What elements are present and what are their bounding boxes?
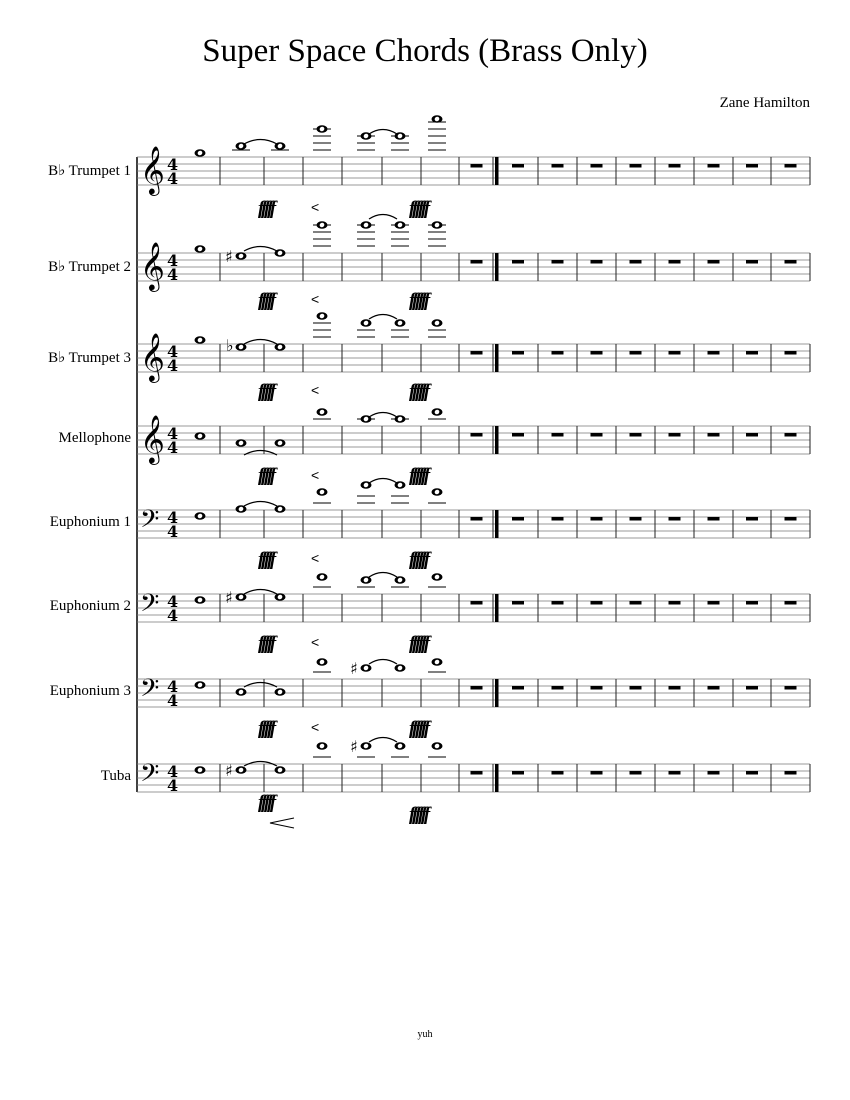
sharp-icon: ♯ (225, 761, 233, 780)
crescendo-hairpin: < (311, 719, 320, 735)
dynamic-marking: ffffff (409, 381, 428, 402)
svg-text:4: 4 (167, 438, 179, 457)
tie (369, 215, 397, 220)
whole-rest-icon (512, 517, 524, 521)
crescendo-hairpin: < (311, 199, 320, 215)
whole-rest-icon (708, 164, 720, 168)
whole-rest-icon (591, 164, 603, 168)
whole-rest-icon (785, 433, 797, 437)
whole-rest-icon (591, 351, 603, 355)
whole-note (391, 221, 409, 246)
whole-rest-icon (785, 601, 797, 605)
whole-rest-icon (669, 164, 681, 168)
whole-note (195, 245, 206, 253)
whole-note (313, 658, 331, 672)
whole-rest-icon (746, 164, 758, 168)
whole-rest-icon (785, 517, 797, 521)
whole-note (357, 576, 375, 587)
whole-rest-icon (669, 771, 681, 775)
dynamic-marking: fffff (258, 290, 274, 311)
treble-clef-icon: 𝄞 (140, 332, 165, 381)
whole-rest-icon (746, 601, 758, 605)
whole-rest-icon (669, 601, 681, 605)
whole-note (195, 596, 206, 604)
whole-note (226, 336, 247, 355)
whole-rest-icon (630, 433, 642, 437)
whole-note (313, 221, 331, 246)
bass-clef-icon: 𝄢 (140, 505, 160, 540)
dynamic-marking: ffffff (409, 290, 428, 311)
whole-rest-icon (552, 260, 564, 264)
svg-text:4: 4 (167, 356, 179, 375)
tie (369, 738, 397, 743)
whole-rest-icon (630, 686, 642, 690)
whole-rest-icon (630, 260, 642, 264)
whole-rest-icon (785, 771, 797, 775)
staff-4 (137, 408, 810, 486)
whole-rest-icon (746, 686, 758, 690)
whole-rest-icon (746, 351, 758, 355)
whole-rest-icon (512, 686, 524, 690)
whole-note (195, 336, 206, 344)
whole-rest-icon (708, 601, 720, 605)
tie (369, 660, 397, 665)
whole-note (391, 481, 409, 503)
bass-clef-icon: 𝄢 (140, 589, 160, 624)
whole-note (357, 415, 375, 423)
whole-rest-icon (630, 517, 642, 521)
tie (369, 413, 397, 418)
whole-rest-icon (591, 601, 603, 605)
whole-rest-icon (669, 433, 681, 437)
dynamic-marking: ffffff (409, 198, 428, 219)
whole-rest-icon (785, 164, 797, 168)
whole-note (275, 439, 286, 447)
staff-3 (137, 312, 810, 402)
whole-note (428, 221, 446, 246)
whole-note (275, 688, 286, 696)
staff-5 (137, 479, 810, 571)
whole-note (428, 319, 446, 337)
whole-rest-icon (512, 164, 524, 168)
whole-rest-icon (708, 686, 720, 690)
whole-rest-icon (708, 351, 720, 355)
whole-rest-icon (471, 164, 483, 168)
whole-note (275, 505, 286, 513)
whole-note (275, 343, 286, 351)
whole-rest-icon (552, 686, 564, 690)
whole-note (232, 142, 250, 150)
score-title: Super Space Chords (Brass Only) (202, 33, 648, 69)
whole-note (428, 742, 446, 757)
whole-rest-icon (471, 517, 483, 521)
whole-note (313, 573, 331, 587)
whole-note (195, 149, 206, 157)
crescendo-hairpin: < (311, 634, 320, 650)
dynamic-marking: fffff (258, 633, 274, 654)
crescendo-hairpin: < (311, 291, 320, 307)
whole-rest-icon (512, 433, 524, 437)
flat-icon: ♭ (226, 336, 234, 355)
whole-note (357, 481, 375, 503)
whole-rest-icon (471, 601, 483, 605)
whole-note (225, 247, 247, 266)
dynamic-marking: ffffff (409, 804, 428, 825)
whole-rest-icon (630, 601, 642, 605)
dynamic-marking: fffff (258, 198, 274, 219)
treble-clef-icon: 𝄞 (140, 241, 165, 290)
whole-rest-icon (746, 771, 758, 775)
time-signature: 4 (167, 592, 179, 611)
whole-rest-icon (708, 260, 720, 264)
whole-rest-icon (471, 351, 483, 355)
bass-clef-icon: 𝄢 (140, 674, 160, 709)
staff-7 (137, 658, 810, 739)
whole-rest-icon (708, 771, 720, 775)
tie (244, 502, 277, 507)
dynamic-marking: fffff (258, 381, 274, 402)
dynamic-marking: ffffff (409, 549, 428, 570)
whole-note (236, 688, 247, 696)
treble-clef-icon: 𝄞 (140, 145, 165, 194)
staff-1 (137, 115, 810, 219)
whole-note (195, 432, 206, 440)
whole-note (428, 408, 446, 419)
crescendo-hairpin: < (311, 467, 320, 483)
time-signature: 4 (167, 155, 179, 174)
instrument-label: B♭ Trumpet 2 (48, 259, 131, 275)
whole-note (236, 439, 247, 447)
dynamic-marking: ffffff (409, 465, 428, 486)
instrument-label: Euphonium 3 (49, 683, 131, 699)
whole-rest-icon (552, 433, 564, 437)
bass-clef-icon: 𝄢 (140, 759, 160, 794)
whole-rest-icon (669, 351, 681, 355)
whole-note (225, 588, 247, 607)
tie (369, 315, 397, 320)
whole-rest-icon (471, 260, 483, 264)
whole-rest-icon (512, 351, 524, 355)
tie (369, 573, 397, 578)
svg-text:4: 4 (167, 606, 179, 625)
staff-2 (137, 215, 810, 312)
dynamic-marking: ffffff (409, 633, 428, 654)
whole-rest-icon (785, 686, 797, 690)
time-signature: 4 (167, 508, 179, 527)
dynamic-marking: ffffff (409, 718, 428, 739)
tie (369, 479, 397, 484)
whole-rest-icon (471, 686, 483, 690)
whole-rest-icon (591, 517, 603, 521)
whole-note (428, 658, 446, 672)
whole-note (275, 766, 286, 774)
whole-note (195, 766, 206, 774)
whole-rest-icon (552, 517, 564, 521)
whole-rest-icon (746, 433, 758, 437)
svg-text:4: 4 (167, 691, 179, 710)
whole-note (357, 132, 375, 150)
whole-note (428, 573, 446, 587)
whole-note (350, 659, 372, 678)
sharp-icon: ♯ (225, 247, 233, 266)
whole-rest-icon (708, 517, 720, 521)
whole-rest-icon (746, 260, 758, 264)
time-signature: 4 (167, 424, 179, 443)
whole-rest-icon (630, 771, 642, 775)
instrument-label: B♭ Trumpet 3 (48, 350, 131, 366)
tie (369, 130, 397, 135)
staff-6 (137, 573, 810, 655)
svg-text:4: 4 (167, 169, 179, 188)
whole-note (428, 488, 446, 503)
whole-rest-icon (708, 433, 720, 437)
whole-rest-icon (471, 771, 483, 775)
whole-rest-icon (591, 771, 603, 775)
whole-note (428, 115, 446, 150)
whole-rest-icon (785, 260, 797, 264)
time-signature: 4 (167, 342, 179, 361)
whole-note (313, 742, 331, 757)
whole-note (395, 664, 406, 672)
whole-rest-icon (512, 260, 524, 264)
whole-rest-icon (591, 686, 603, 690)
time-signature: 4 (167, 251, 179, 270)
instrument-label: Tuba (100, 768, 131, 784)
dynamic-marking: fffff (258, 465, 274, 486)
treble-clef-icon: 𝄞 (140, 414, 165, 463)
instrument-label: B♭ Trumpet 1 (48, 163, 131, 179)
whole-note (275, 593, 286, 601)
composer-name: Zane Hamilton (719, 95, 810, 111)
whole-rest-icon (746, 517, 758, 521)
staff-8 (137, 737, 810, 828)
whole-note (391, 742, 409, 757)
whole-note (357, 221, 375, 246)
whole-note (357, 319, 375, 337)
whole-note (313, 488, 331, 503)
sharp-icon: ♯ (225, 588, 233, 607)
dynamic-marking: fffff (258, 549, 274, 570)
whole-rest-icon (552, 164, 564, 168)
whole-rest-icon (669, 260, 681, 264)
tie (244, 340, 277, 345)
instrument-label: Mellophone (58, 430, 131, 446)
svg-text:4: 4 (167, 776, 179, 795)
whole-note (195, 681, 206, 689)
sharp-icon: ♯ (350, 659, 358, 678)
whole-note (313, 125, 331, 150)
dynamic-marking: fffff (258, 792, 274, 813)
tie (244, 140, 277, 145)
time-signature: 4 (167, 762, 179, 781)
svg-text:4: 4 (167, 265, 179, 284)
whole-rest-icon (669, 686, 681, 690)
whole-rest-icon (512, 771, 524, 775)
whole-rest-icon (471, 433, 483, 437)
whole-note (313, 312, 331, 337)
whole-note (391, 319, 409, 337)
whole-rest-icon (630, 164, 642, 168)
svg-text:4: 4 (167, 522, 179, 541)
whole-rest-icon (785, 351, 797, 355)
whole-note (391, 132, 409, 150)
whole-rest-icon (591, 260, 603, 264)
dynamic-marking: fffff (258, 718, 274, 739)
instrument-label: Euphonium 2 (49, 598, 131, 614)
footer-text: yuh (417, 1029, 433, 1040)
sharp-icon: ♯ (350, 737, 358, 756)
whole-rest-icon (669, 517, 681, 521)
crescendo-hairpin: < (311, 550, 320, 566)
tie (244, 247, 277, 252)
time-signature: 4 (167, 677, 179, 696)
whole-note (271, 142, 289, 150)
whole-rest-icon (552, 351, 564, 355)
whole-rest-icon (552, 771, 564, 775)
crescendo-hairpin (270, 818, 294, 828)
whole-rest-icon (552, 601, 564, 605)
whole-note (313, 408, 331, 419)
tie (244, 590, 277, 595)
crescendo-hairpin: < (311, 382, 320, 398)
whole-note (236, 505, 247, 513)
whole-rest-icon (512, 601, 524, 605)
whole-note (391, 415, 409, 423)
whole-note (391, 576, 409, 587)
instrument-label: Euphonium 1 (49, 514, 131, 530)
whole-rest-icon (630, 351, 642, 355)
whole-note (195, 512, 206, 520)
whole-rest-icon (591, 433, 603, 437)
